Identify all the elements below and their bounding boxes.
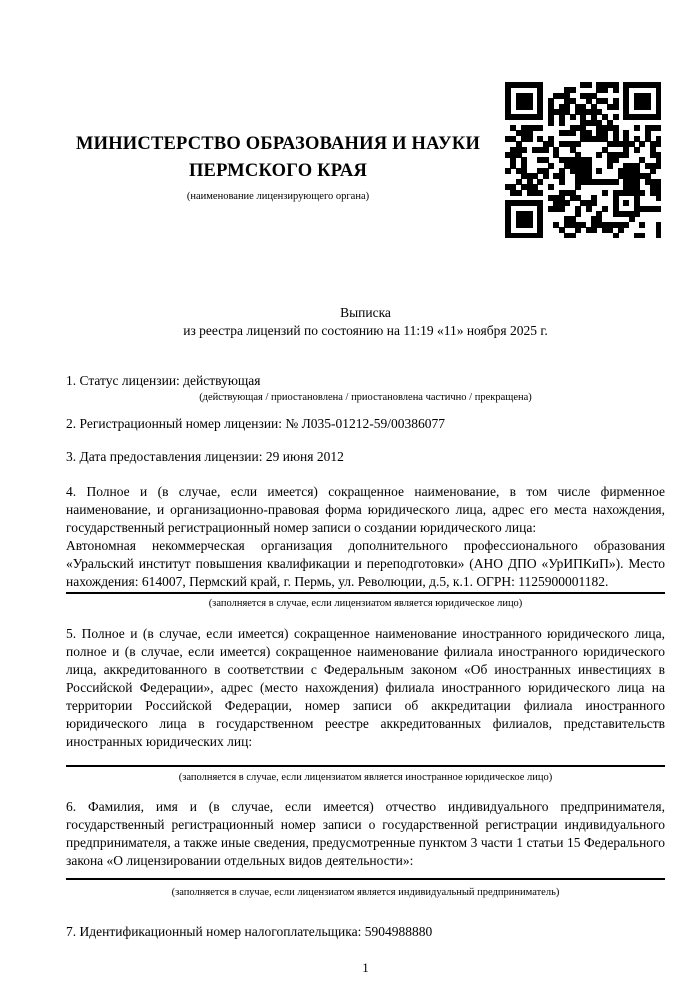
license-status-caption: (действующая / приостановлена / приостановлена частично / прекращена) [199, 392, 532, 403]
foreign-entity-label: 5. Полное и (в случае, если имеется) сокращенное наименование иностранного юридического лица, полное и (в случае, если имеется) сокращенное наименование филиала иностранного юридического лица, аккредитованного в соответствии с Федеральным законом «Об иностранных инвестициях в Российской Федерации», адрес (место нахождения) филиала иностранного юридического лица на территории Российской Федерации, номер записи об аккредитации филиала иностранного юридического лица в государственном реестре аккредитованных филиалов, представительств иностранных юридических лиц: [66, 626, 665, 749]
registration-number-text: 2. Регистрационный номер лицензии: № Л035-01212-59/00386077 [66, 416, 446, 431]
issuer-title [66, 131, 490, 185]
issuer-subtitle: (наименование лицензирующего органа) [186, 191, 370, 202]
item-license-status [66, 372, 665, 404]
grant-date-text: 3. Дата предоставления лицензии: 29 июня 2012 [66, 449, 344, 464]
individual-entrepreneur-caption: (заполняется в случае, если лицензиатом является индивидуальный предприниматель) [171, 887, 560, 898]
document-content [0, 131, 700, 976]
legal-entity-label: 4. Полное и (в случае, если имеется) сокращенное наименование, в том числе фирменное наименование, и организационно-правовая форма юридического лица, адрес его места нахождения, государственный регистрационный номер записи о создании юридического лица: [66, 484, 665, 535]
license-status-text: 1. Статус лицензии: действующая [66, 373, 261, 388]
issuer-title-line1: МИНИСТЕРСТВО ОБРАЗОВАНИЯ И НАУКИ [75, 134, 481, 154]
legal-entity-value: Автономная некоммерческая организация дополнительного профессионального образования «Уральский институт повышения квалификации и переподготовки» (АНО ДПО «УрИПКиП»). Место нахождения: 614007, Пермский край, г. Пермь, ул. Революции, д.5, к.1. ОГРН: 1125900001182. [66, 537, 665, 594]
taxpayer-number-text: 7. Идентификационный номер налогоплательщика: 5904988880 [66, 924, 433, 939]
item-grant-date [66, 448, 665, 466]
license-details [66, 372, 665, 941]
document-heading [66, 304, 665, 340]
foreign-entity-caption: (заполняется в случае, если лицензиатом является иностранное юридическое лицо) [178, 772, 553, 783]
document-title: Выписка [340, 305, 391, 320]
item-taxpayer-number [66, 923, 665, 941]
page-number: 1 [362, 960, 369, 975]
document-date-line: из реестра лицензий по состоянию на 11:19 «11» ноября 2025 г. [183, 323, 548, 338]
issuer-title-line2: ПЕРМСКОГО КРАЯ [188, 161, 368, 181]
qr-code-icon [505, 82, 661, 238]
issuer-header [66, 131, 490, 203]
item-legal-entity [66, 483, 665, 610]
item-individual-entrepreneur [66, 798, 665, 899]
item-foreign-entity [66, 625, 665, 784]
item-registration-number [66, 415, 665, 433]
individual-entrepreneur-label: 6. Фамилия, имя и (в случае, если имеется) отчество индивидуального предпринимателя, государственный регистрационный номер записи о государственной регистрации индивидуального предпринимателя, а также иные сведения, предусмотренные пунктом 3 части 1 статьи 15 Федерального закона «О лицензировании отдельных видов деятельности»: [66, 799, 665, 868]
blank-fill-line [66, 878, 665, 880]
legal-entity-caption: (заполняется в случае, если лицензиатом является юридическое лицо) [208, 598, 523, 609]
blank-fill-line [66, 765, 665, 767]
